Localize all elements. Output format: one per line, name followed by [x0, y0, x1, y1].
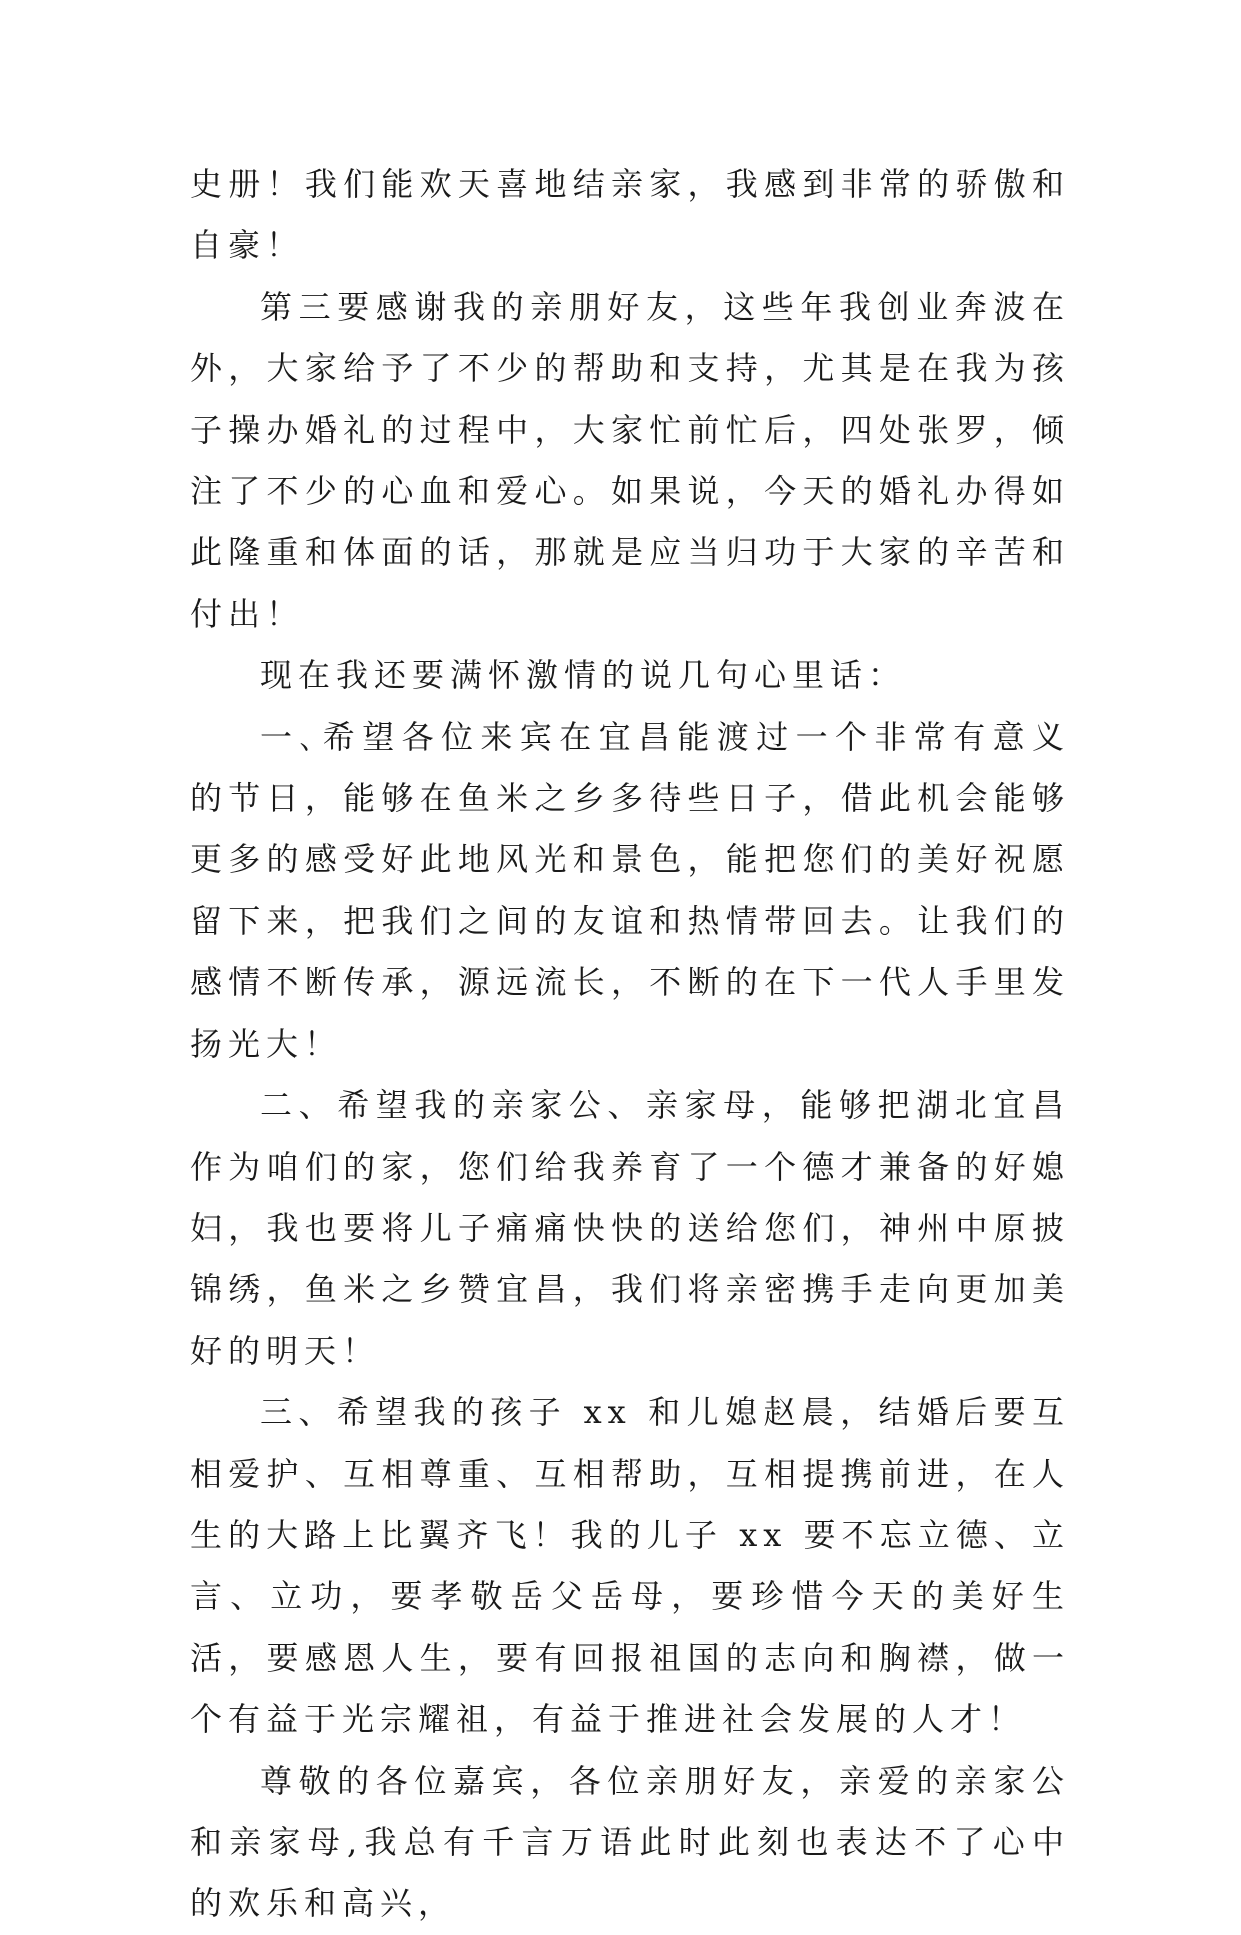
paragraph-closing: 尊敬的各位嘉宾，各位亲朋好友，亲爱的亲家公和亲家母,我总有千言万语此时此刻也表达不了心中的欢乐和高兴，	[190, 1761, 1070, 1923]
paragraph-intro-wishes: 现在我还要满怀激情的说几句心里话：	[260, 656, 907, 695]
paragraph-wish-one: 一､希望各位来宾在宜昌能渡过一个非常有意义的节日，能够在鱼米之乡多待些日子，借此机会能够更多的感受好此地风光和景色，能把您们的美好祝愿留下来，把我们之间的友谊和热情带回去。让我们的感情不断传承，源远流长，不断的在下一代人手里发扬光大！	[190, 717, 1070, 1063]
paragraph-wish-three: 三、希望我的孩子 xx 和儿媳赵晨，结婚后要互相爱护、互相尊重、互相帮助，互相提携前进，在人生的大路上比翼齐飞！我的儿子 xx 要不忘立德、立言、立功，要孝敬岳父岳母，要珍惜今天的美好生活，要感恩人生，要有回报祖国的志向和胸襟，做一个有益于光宗耀祖，有益于推进社会发展的人才！	[190, 1393, 1070, 1739]
paragraph-thanks-friends: 第三要感谢我的亲朋好友，这些年我创业奔波在外，大家给予了不少的帮助和支持，尤其是在我为孩子操办婚礼的过程中，大家忙前忙后，四处张罗，倾注了不少的心血和爱心。如果说，今天的婚礼办得如此隆重和体面的话，那就是应当归功于大家的辛苦和付出！	[190, 287, 1070, 633]
paragraph-continuation: 史册！我们能欢天喜地结亲家，我感到非常的骄傲和自豪！	[190, 165, 1070, 265]
paragraph-wish-two: 二、希望我的亲家公、亲家母，能够把湖北宜昌作为咱们的家，您们给我养育了一个德才兼备的好媳妇，我也要将儿子痛痛快快的送给您们，神州中原披锦绣，鱼米之乡赞宜昌，我们将亲密携手走向更加美好的明天！	[190, 1086, 1070, 1370]
document-body	[190, 154, 1070, 1935]
